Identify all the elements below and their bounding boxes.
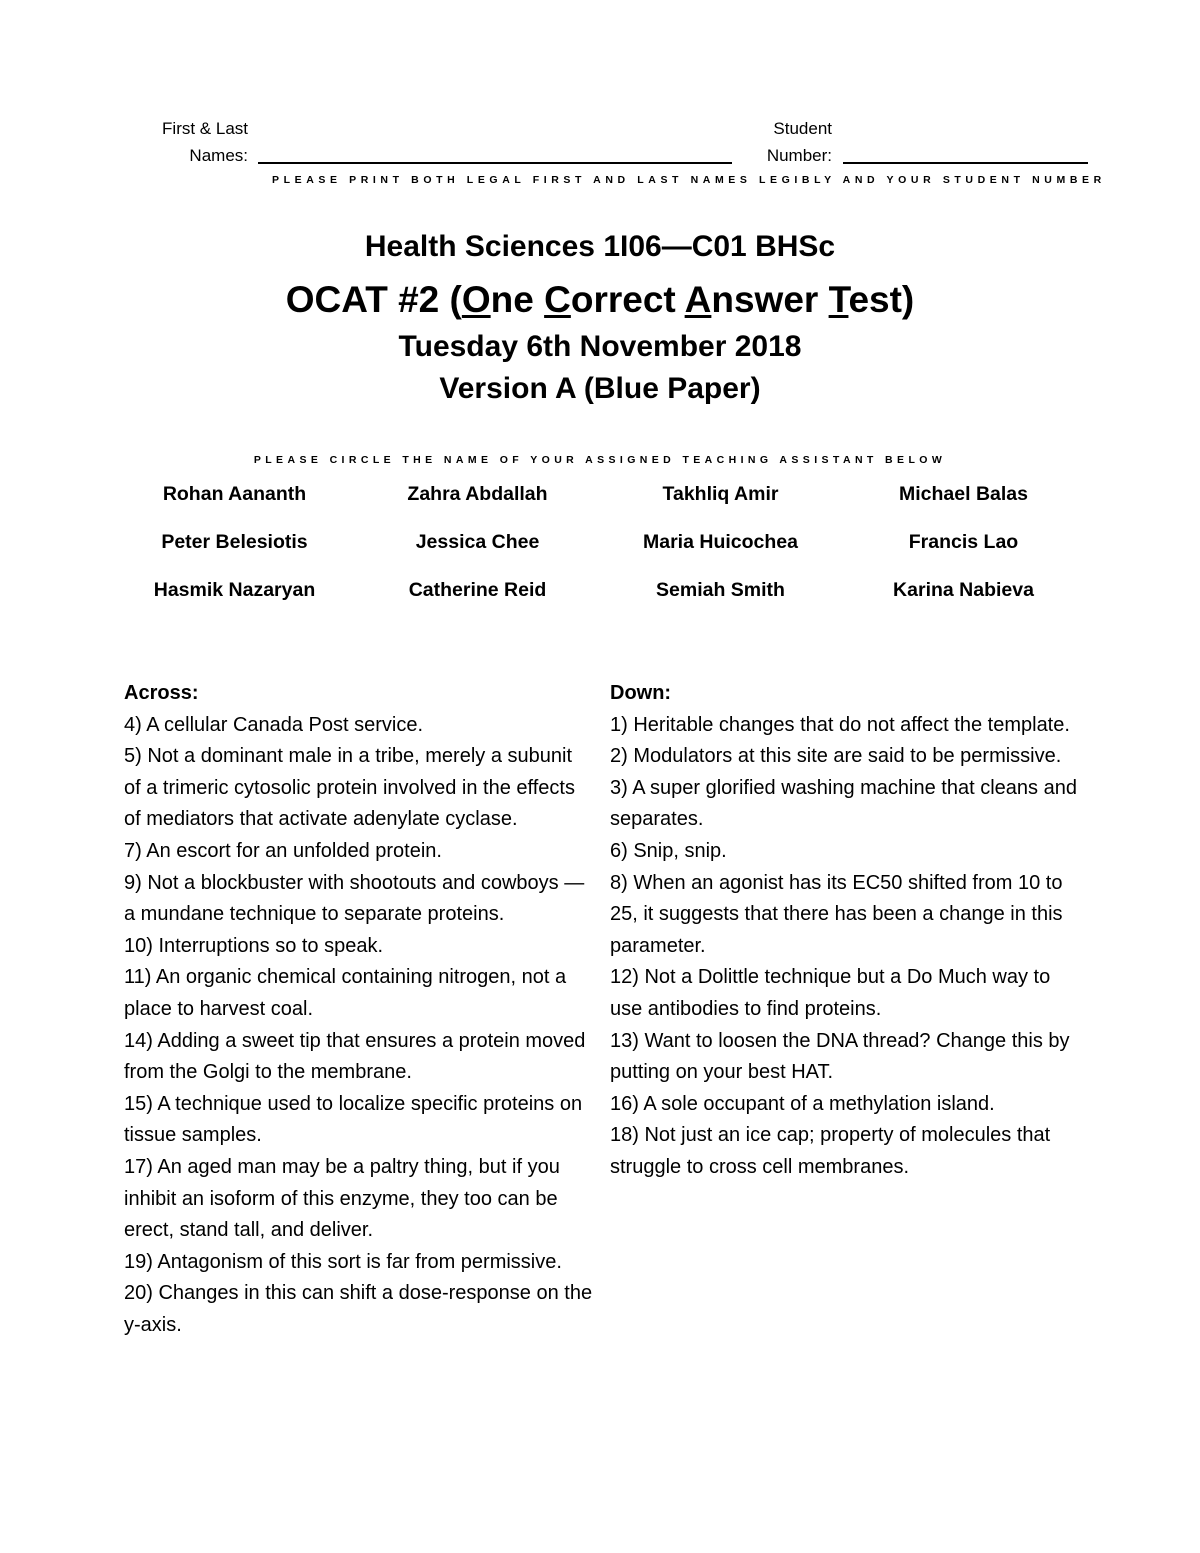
across-clue: 20) Changes in this can shift a dose-response on the y-axis. [124, 1282, 593, 1336]
down-clue: 6) Snip, snip. [610, 839, 727, 862]
ocat-initial-o: O [461, 279, 491, 320]
ta-name[interactable]: Peter Belesiotis [161, 531, 308, 553]
ta-name[interactable]: Francis Lao [908, 531, 1019, 553]
student-number-label [700, 115, 832, 169]
down-clue: 8) When an agonist has its EC50 shifted from 10 to 25, it suggests that there has been a change in this parameter. [610, 871, 1063, 957]
ta-name[interactable]: Takhliq Amir [662, 483, 779, 505]
name-label-line1: First & Last [162, 119, 248, 138]
ta-name-grid [113, 482, 1113, 602]
ocat-word-one: ne [490, 279, 545, 320]
down-clue: 16) A sole occupant of a methylation island. [610, 1092, 995, 1115]
across-clue: 4) A cellular Canada Post service. [124, 713, 424, 736]
ocat-word-correct: orrect [570, 279, 685, 320]
across-clue: 7) An escort for an unfolded protein. [124, 839, 442, 862]
ocat-word-test: est) [848, 279, 915, 320]
ta-name[interactable]: Michael Balas [899, 483, 1028, 505]
down-clue: 12) Not a Dolittle technique but a Do Much way to use antibodies to find proteins. [610, 966, 1051, 1020]
across-heading: Across: [124, 682, 199, 704]
down-clue: 13) Want to loosen the DNA thread? Change this by putting on your best HAT. [610, 1029, 1070, 1084]
ta-name[interactable]: Karina Nabieva [893, 579, 1034, 601]
name-input-line[interactable] [258, 162, 732, 164]
down-clue: 3) A super glorified washing machine that cleans and separates. [610, 776, 1077, 831]
across-clue: 17) An aged man may be a paltry thing, but if you inhibit an isoform of this enzyme, they too can be erect, stand tall, and deliver. [124, 1155, 560, 1242]
ta-name[interactable]: Rohan Aananth [162, 483, 307, 505]
ocat-prefix: OCAT #2 ( [285, 279, 462, 320]
ta-name[interactable]: Semiah Smith [656, 579, 785, 601]
down-clues [610, 678, 1080, 1184]
across-clues [124, 678, 594, 1341]
ta-instruction: PLEASE CIRCLE THE NAME OF YOUR ASSIGNED TEACHING ASSISTANT BELOW [253, 454, 947, 466]
print-instruction: PLEASE PRINT BOTH LEGAL FIRST AND LAST NAMES LEGIBLY AND YOUR STUDENT NUMBER [272, 174, 1106, 186]
ta-name[interactable]: Catherine Reid [408, 579, 547, 601]
across-clue: 9) Not a blockbuster with shootouts and cowboys — a mundane technique to separate proteins. [124, 871, 585, 926]
across-clue: 15) A technique used to localize specific proteins on tissue samples. [124, 1092, 583, 1147]
ocat-initial-t: T [828, 279, 849, 320]
down-clue: 18) Not just an ice cap; property of molecules that struggle to cross cell membranes. [610, 1124, 1051, 1178]
ta-name[interactable]: Maria Huicochea [643, 531, 798, 553]
across-clue: 14) Adding a sweet tip that ensures a protein moved from the Golgi to the membrane. [124, 1029, 586, 1084]
ocat-title [0, 279, 1200, 321]
down-heading: Down: [610, 682, 672, 704]
course-title: Health Sciences 1I06—C01 BHSc [364, 230, 836, 263]
ta-name[interactable]: Zahra Abdallah [407, 483, 548, 505]
ocat-initial-c: C [544, 279, 571, 320]
ta-name[interactable]: Jessica Chee [415, 531, 540, 553]
across-clue: 19) Antagonism of this sort is far from permissive. [124, 1250, 562, 1273]
ocat-initial-a: A [684, 279, 712, 320]
down-clue: 2) Modulators at this site are said to be permissive. [610, 745, 1062, 768]
test-date: Tuesday 6th November 2018 [398, 330, 802, 363]
down-clue: 1) Heritable changes that do not affect the template. [610, 713, 1070, 736]
across-clue: 10) Interruptions so to speak. [124, 934, 384, 957]
ocat-word-answer: nswer [711, 279, 829, 320]
test-version: Version A (Blue Paper) [439, 372, 761, 405]
name-field-label [100, 115, 248, 169]
ta-name[interactable]: Hasmik Nazaryan [153, 579, 316, 601]
student-label-line2: Number: [766, 146, 832, 165]
across-clue: 11) An organic chemical containing nitrogen, not a place to harvest coal. [124, 966, 567, 1020]
student-label-line1: Student [773, 119, 832, 138]
across-clue: 5) Not a dominant male in a tribe, merely a subunit of a trimeric cytosolic protein involved in the effects of mediators that activate adenylate cyclase. [124, 745, 575, 831]
name-label-line2: Names: [189, 146, 248, 165]
student-number-input-line[interactable] [843, 162, 1088, 164]
